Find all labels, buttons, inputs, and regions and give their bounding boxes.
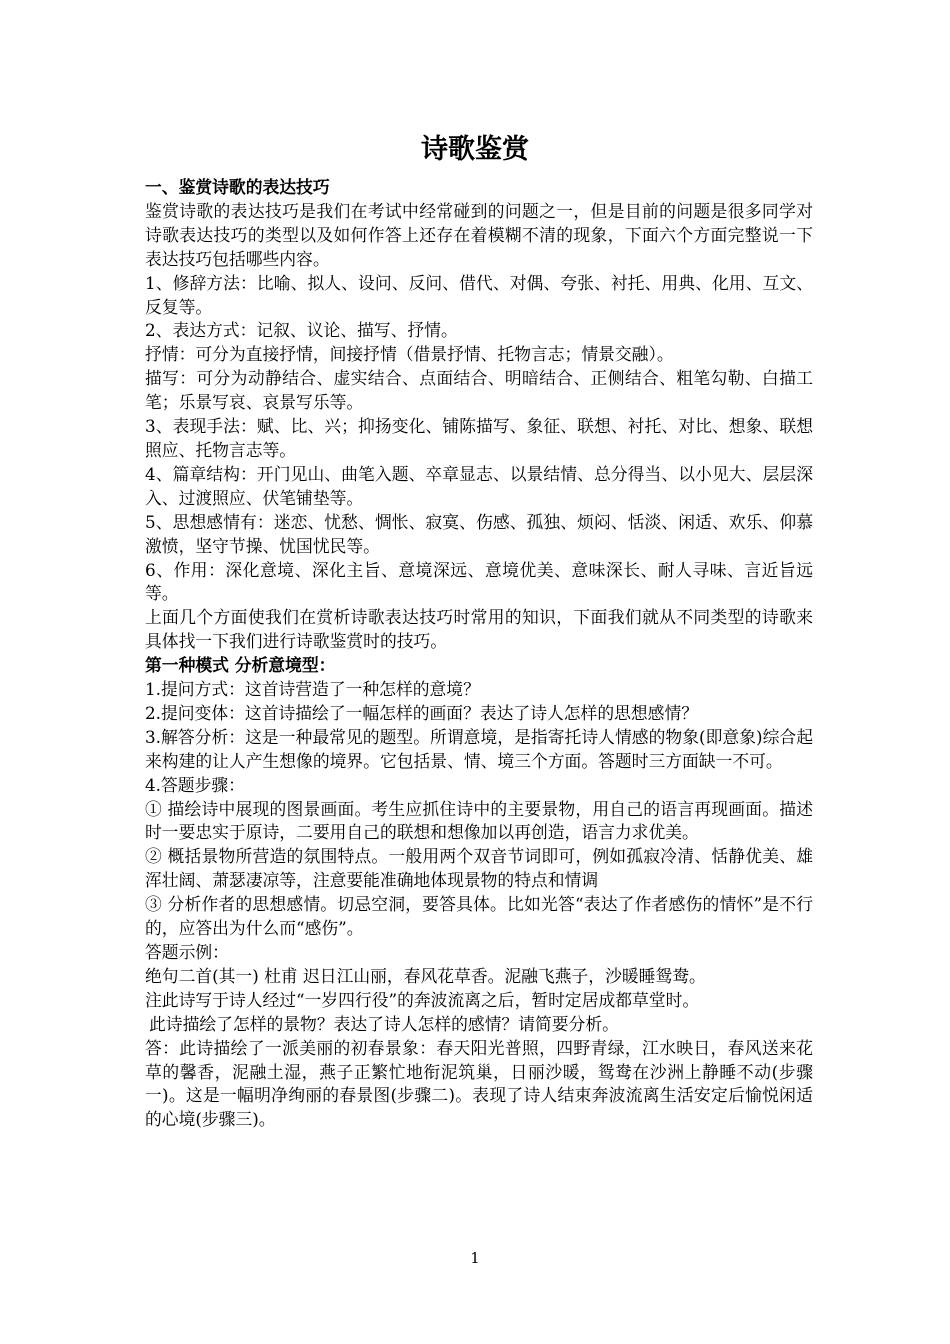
page-number: 1	[470, 1249, 480, 1267]
paragraph: 注此诗写于诗人经过“一岁四行役”的奔波流离之后，暂时定居成都草堂时。	[145, 989, 700, 1010]
paragraph: 4.答题步骤：	[145, 774, 245, 795]
paragraph: 3.解答分析：这是一种最常见的题型。所谓意境，是指寄托诗人情感的物象(即意象)综合起来构建的让人产生想像的境界。它包括景、情、境三个方面。答题时三方面缺一不可。	[145, 726, 813, 771]
paragraph: 2.提问变体：这首诗描绘了一幅怎样的画面？表达了诗人怎样的思想感情？	[145, 702, 699, 723]
paragraph: ③ 分析作者的思想感情。切忌空洞，要答具体。比如光答“表达了作者感伤的情怀”是不行的，应答出为什么而“感伤”。	[145, 894, 813, 939]
paragraph: ① 描绘诗中展现的图景画面。考生应抓住诗中的主要景物，用自己的语言再现画面。描述时一要忠实于原诗，二要用自己的联想和想像加以再创造，语言力求优美。	[145, 798, 813, 843]
document-body	[145, 176, 813, 1132]
paragraph: 答：此诗描绘了一派美丽的初春景象：春天阳光普照，四野青绿，江水映日，春风送来花草的馨香，泥融土湿，燕子正繁忙地衔泥筑巢，日丽沙暖，鸳鸯在沙洲上静睡不动(步骤一)。这是一幅明净绚丽的春景图(步骤二)。表现了诗人结束奔波流离生活安定后愉悦闲适的心境(步骤三)。	[145, 1037, 813, 1130]
section-heading: 一、鉴赏诗歌的表达技巧	[145, 177, 330, 197]
paragraph: ② 概括景物所营造的氛围特点。一般用两个双音节词即可，例如孤寂冷清、恬静优美、雄浑壮阔、萧瑟凄凉等，注意要能准确地体现景物的特点和情调	[145, 846, 813, 891]
paragraph: 4、篇章结构：开门见山、曲笔入题、卒章显志、以景结情、总分得当、以小见大、层层深入、过渡照应、伏笔铺垫等。	[145, 463, 813, 508]
paragraph: 答题示例：	[145, 942, 229, 962]
paragraph: 1、修辞方法：比喻、拟人、设问、反问、借代、对偶、夸张、衬托、用典、化用、互文、反复等。	[145, 272, 813, 317]
paragraph: 绝句二首(其一) 杜甫 迟日江山丽，春风花草香。泥融飞燕子，沙暖睡鸳鸯。	[145, 965, 706, 986]
question: 此诗描绘了怎样的景物？表达了诗人怎样的感情？请简要分析。	[149, 1013, 619, 1034]
mode-heading: 第一种模式 分析意境型：	[145, 655, 336, 676]
paragraph: 鉴赏诗歌的表达技巧是我们在考试中经常碰到的问题之一，但是目前的问题是很多同学对诗歌表达技巧的类型以及如何作答上还存在着模糊不清的现象，下面六个方面完整说一下表达技巧包括哪些内容。	[145, 200, 813, 269]
paragraph: 1.提问方式：这首诗营造了一种怎样的意境？	[145, 679, 480, 700]
paragraph: 6、作用：深化意境、深化主旨、意境深远、意境优美、意味深长、耐人寻味、言近旨远等。	[145, 559, 813, 604]
paragraph: 上面几个方面使我们在赏析诗歌表达技巧时常用的知识，下面我们就从不同类型的诗歌来具体找一下我们进行诗歌鉴赏时的技巧。	[145, 607, 813, 652]
paragraph: 描写：可分为动静结合、虚实结合、点面结合、明暗结合、正侧结合、粗笔勾勒、白描工笔；乐景写哀、哀景写乐等。	[145, 368, 813, 413]
paragraph: 5、思想感情有：迷恋、忧愁、惆怅、寂寞、伤感、孤独、烦闷、恬淡、闲适、欢乐、仰慕激愤，坚守节操、忧国忧民等。	[145, 511, 813, 556]
paragraph: 2、表达方式：记叙、议论、描写、抒情。	[145, 320, 458, 341]
paragraph: 抒情：可分为直接抒情，间接抒情（借景抒情、托物言志；情景交融）。	[145, 344, 674, 365]
document-title: 诗歌鉴赏	[421, 134, 529, 165]
paragraph: 3、表现手法：赋、比、兴；抑扬变化、铺陈描写、象征、联想、衬托、对比、想象、联想照应、托物言志等。	[145, 416, 813, 460]
